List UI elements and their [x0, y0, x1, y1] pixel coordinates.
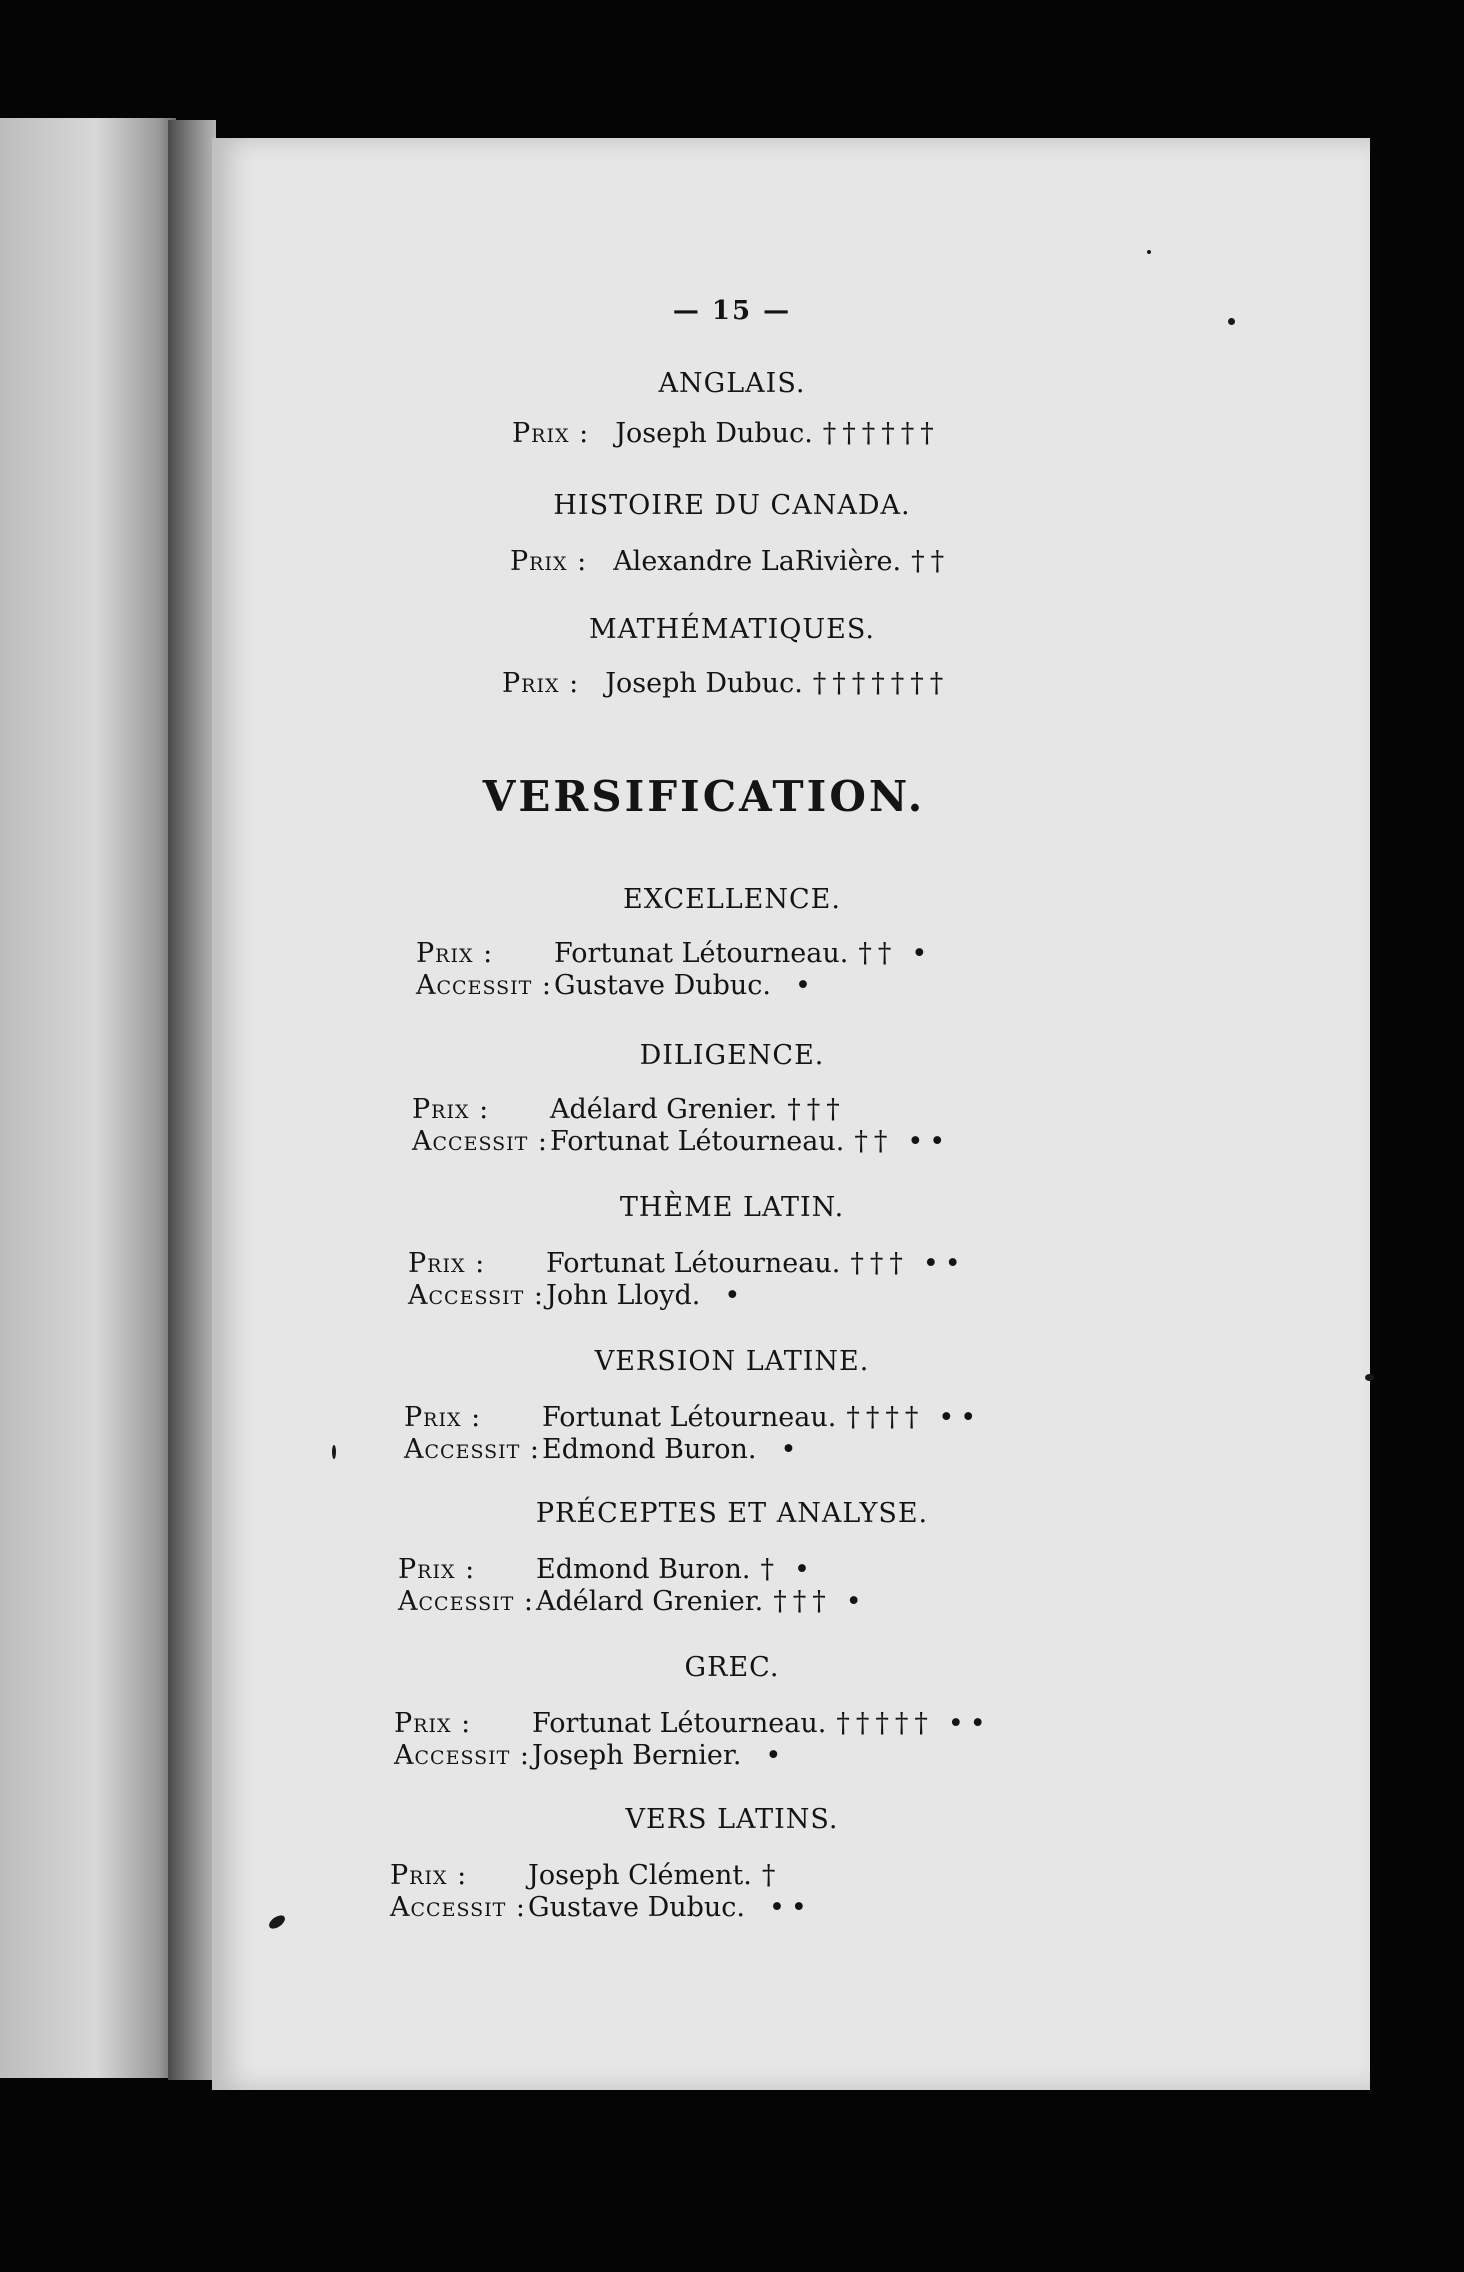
- merit-marks: †††††: [836, 1708, 934, 1739]
- prize-row: [394, 1708, 992, 1740]
- student-name: Gustave Dubuc.: [528, 1892, 745, 1923]
- prize-label: Prix :: [512, 418, 590, 449]
- section-heading: MATHÉMATIQUES.: [589, 614, 875, 645]
- section-heading: DILIGENCE.: [639, 1040, 825, 1071]
- merit-dots: •: [765, 1740, 788, 1771]
- student-name: Gustave Dubuc.: [554, 970, 771, 1001]
- prize-entry: [510, 546, 964, 577]
- accessit-row: [416, 970, 817, 1002]
- merit-dots: •: [793, 1554, 816, 1585]
- student-name: Joseph Dubuc.: [615, 418, 813, 449]
- student-name: Adélard Grenier.: [550, 1094, 778, 1125]
- prize-entry: [512, 418, 954, 449]
- accessit-label: Accessit :: [412, 1126, 548, 1157]
- merit-dots: •: [795, 970, 817, 1001]
- merit-dots: ••: [907, 1126, 952, 1157]
- prize-row: [408, 1248, 967, 1280]
- prize-label: Prix :: [398, 1554, 476, 1585]
- student-name: Fortunat Létourneau.: [532, 1708, 827, 1739]
- accessit-label: Accessit :: [390, 1892, 526, 1923]
- merit-marks: †††: [773, 1586, 832, 1617]
- merit-dots: ••: [947, 1708, 992, 1739]
- ink-speck: [1228, 318, 1235, 325]
- section-heading: THÈME LATIN.: [619, 1192, 845, 1223]
- accessit-label: Accessit :: [408, 1280, 544, 1311]
- student-name: John Lloyd.: [546, 1280, 701, 1311]
- prize-label: Prix :: [412, 1094, 490, 1125]
- merit-marks: †††††††: [812, 668, 950, 699]
- merit-dots: ••: [769, 1892, 813, 1923]
- student-name: Edmond Buron.: [536, 1554, 751, 1585]
- ink-speck: [1147, 250, 1151, 254]
- facing-page-edge: [0, 118, 176, 2078]
- accessit-label: Accessit :: [416, 970, 552, 1001]
- merit-marks: ††: [858, 938, 898, 969]
- section-heading: ANGLAIS.: [658, 368, 806, 399]
- accessit-row: [404, 1434, 802, 1466]
- prize-row: [416, 938, 933, 970]
- prize-label: Prix :: [502, 668, 580, 699]
- accessit-row: [412, 1126, 951, 1158]
- student-name: Fortunat Létourneau.: [542, 1402, 837, 1433]
- prize-label: Prix :: [408, 1248, 486, 1279]
- merit-marks: †: [760, 1554, 780, 1585]
- section-heading: EXCELLENCE.: [623, 884, 841, 915]
- student-name: Fortunat Létourneau.: [554, 938, 849, 969]
- student-name: Fortunat Létourneau.: [546, 1248, 841, 1279]
- merit-dots: •: [845, 1586, 868, 1617]
- page-number: — 15 —: [672, 296, 792, 326]
- merit-marks: †††: [787, 1094, 846, 1125]
- merit-dots: •: [911, 938, 934, 969]
- accessit-row: [390, 1892, 813, 1924]
- merit-dots: ••: [938, 1402, 983, 1433]
- accessit-label: Accessit :: [394, 1740, 530, 1771]
- merit-dots: ••: [922, 1248, 967, 1279]
- merit-marks: ††: [911, 546, 951, 577]
- student-name: Fortunat Létourneau.: [550, 1126, 845, 1157]
- merit-marks: ††: [854, 1126, 894, 1157]
- accessit-row: [394, 1740, 787, 1772]
- student-name: Adélard Grenier.: [536, 1586, 764, 1617]
- prize-label: Prix :: [404, 1402, 482, 1433]
- section-heading: PRÉCEPTES ET ANALYSE.: [535, 1498, 929, 1529]
- student-name: Alexandre LaRivière.: [613, 546, 902, 577]
- merit-marks: ††††††: [822, 418, 940, 449]
- prize-label: Prix :: [416, 938, 494, 969]
- prize-row: [412, 1094, 860, 1126]
- section-heading: VERS LATINS.: [625, 1804, 839, 1835]
- section-heading: VERSION LATINE.: [594, 1346, 870, 1377]
- merit-marks: ††††: [846, 1402, 925, 1433]
- section-heading: HISTOIRE DU CANADA.: [553, 490, 911, 521]
- prize-row: [390, 1860, 795, 1892]
- merit-dots: •: [724, 1280, 747, 1311]
- merit-marks: †††: [850, 1248, 909, 1279]
- prize-label: Prix :: [390, 1860, 468, 1891]
- section-heading: GREC.: [684, 1652, 780, 1683]
- student-name: Joseph Clément.: [528, 1860, 752, 1891]
- accessit-label: Accessit :: [398, 1586, 534, 1617]
- prize-row: [404, 1402, 982, 1434]
- prize-label: Prix :: [394, 1708, 472, 1739]
- accessit-label: Accessit :: [404, 1434, 540, 1465]
- prize-entry: [502, 668, 963, 699]
- ink-speck: [1365, 1374, 1374, 1381]
- class-title: VERSIFICATION.: [482, 772, 926, 821]
- student-name: Joseph Dubuc.: [605, 668, 803, 699]
- student-name: Joseph Bernier.: [532, 1740, 742, 1771]
- merit-dots: •: [780, 1434, 803, 1465]
- book-gutter: [168, 120, 216, 2080]
- prize-row: [398, 1554, 816, 1586]
- accessit-row: [398, 1586, 868, 1618]
- merit-marks: †: [761, 1860, 782, 1891]
- ink-speck: [332, 1445, 336, 1459]
- prize-label: Prix :: [510, 546, 588, 577]
- student-name: Edmond Buron.: [542, 1434, 757, 1465]
- accessit-row: [408, 1280, 746, 1312]
